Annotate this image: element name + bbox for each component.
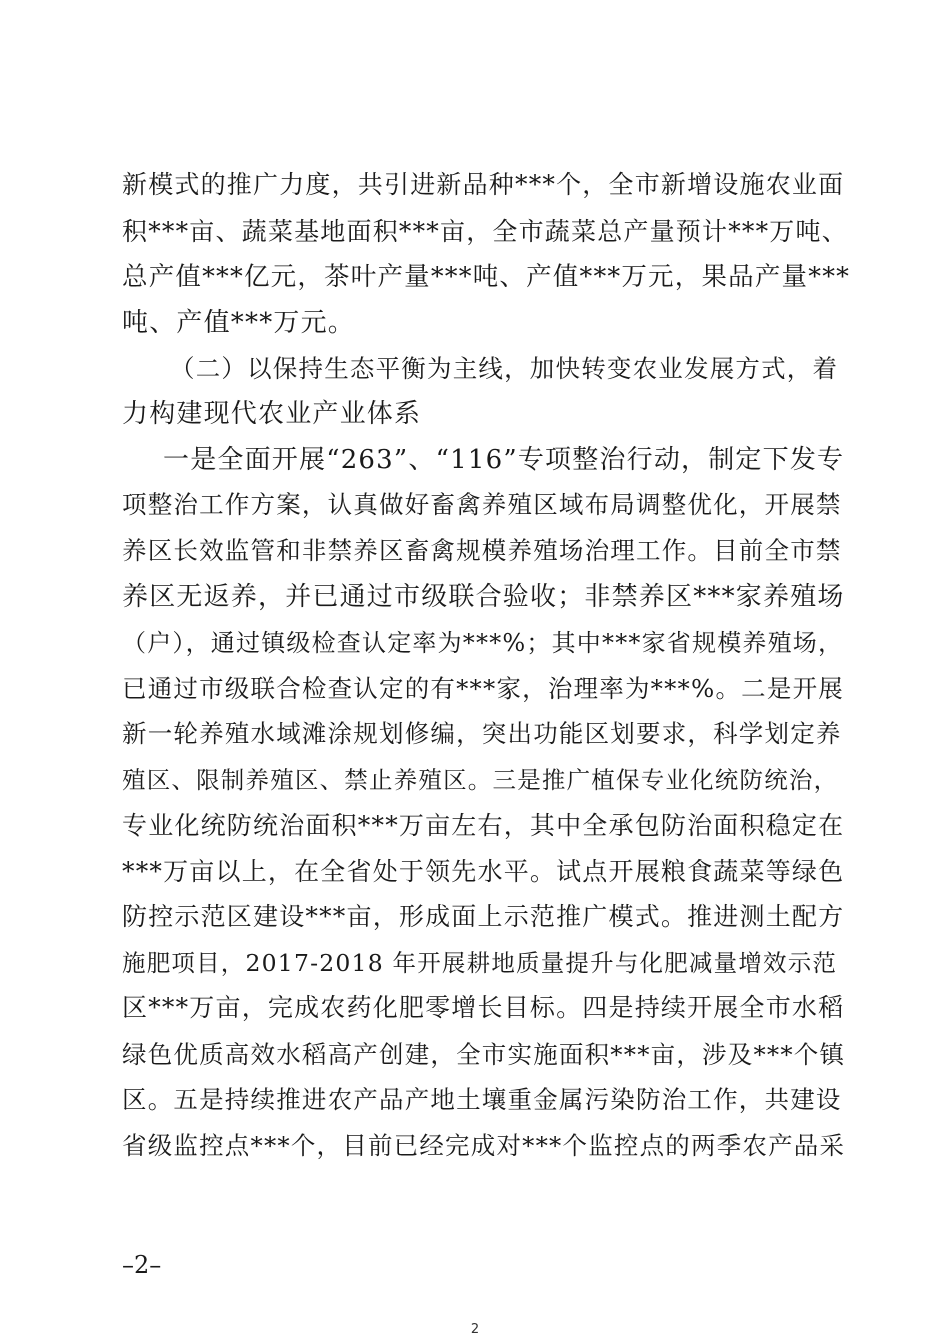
body-line-8: 项整治工作方案，认真做好畜禽养殖区域布局调整优化，开展禁 [122, 490, 842, 519]
body-line-9: 养区长效监管和非禁养区畜禽规模养殖场治理工作。目前全市禁 [122, 536, 842, 565]
body-line-22: 省级监控点***个，目前已经完成对***个监控点的两季农产品采 [122, 1131, 846, 1160]
body-line-18: 施肥项目，2017-2018 年开展耕地质量提升与化肥减量增效示范 [122, 949, 838, 977]
body-line-15: 专业化统防统治面积***万亩左右，其中全承包防治面积稳定在 [122, 811, 845, 840]
body-line-12: 已通过市级联合检查认定的有***家，治理率为***%。二是开展 [122, 674, 844, 703]
body-line-10: 养区无返养，并已通过市级联合验收；非禁养区***家养殖场 [122, 582, 845, 612]
section-heading-line-1: （二）以保持生态平衡为主线，加快转变农业发展方式，着 [170, 354, 839, 383]
body-line-11: （户），通过镇级检查认定率为***%；其中***家省规模养殖场， [122, 629, 844, 657]
body-line-17: 防控示范区建设***亩，形成面上示范推广模式。推进测土配方 [122, 902, 845, 931]
body-line-1: 新模式的推广力度，共引进新品种***个，全市新增设施农业面 [122, 170, 845, 199]
section-heading-line-2: 力构建现代农业产业体系 [122, 399, 422, 429]
body-line-2: 积***亩、蔬菜基地面积***亩，全市蔬菜总产量预计***万吨、 [122, 217, 848, 246]
page-index-label: 2 [470, 1322, 480, 1337]
body-line-3: 总产值***亿元，茶叶产量***吨、产值***万元，果品产量*** [122, 262, 851, 292]
body-line-13: 新一轮养殖水域滩涂规划修编，突出功能区划要求，科学划定养 [122, 719, 842, 748]
body-line-21: 区。五是持续推进农产品产地土壤重金属污染防治工作，共建设 [122, 1085, 842, 1114]
body-line-4: 吨、产值***万元。 [122, 308, 356, 338]
body-line-7: 一是全面开展“263”、“116”专项整治行动，制定下发专 [163, 445, 845, 475]
body-line-14: 殖区、限制养殖区、禁止养殖区。三是推广植保专业化统防统治， [122, 766, 839, 794]
body-line-20: 绿色优质高效水稻高产创建，全市实施面积***亩，涉及***个镇 [122, 1040, 846, 1069]
body-line-16: ***万亩以上，在全省处于领先水平。试点开展粮食蔬菜等绿色 [122, 857, 845, 886]
body-line-19: 区***万亩，完成农药化肥零增长目标。四是持续开展全市水稻 [122, 993, 845, 1022]
page-number-footer: –2– [122, 1251, 162, 1279]
